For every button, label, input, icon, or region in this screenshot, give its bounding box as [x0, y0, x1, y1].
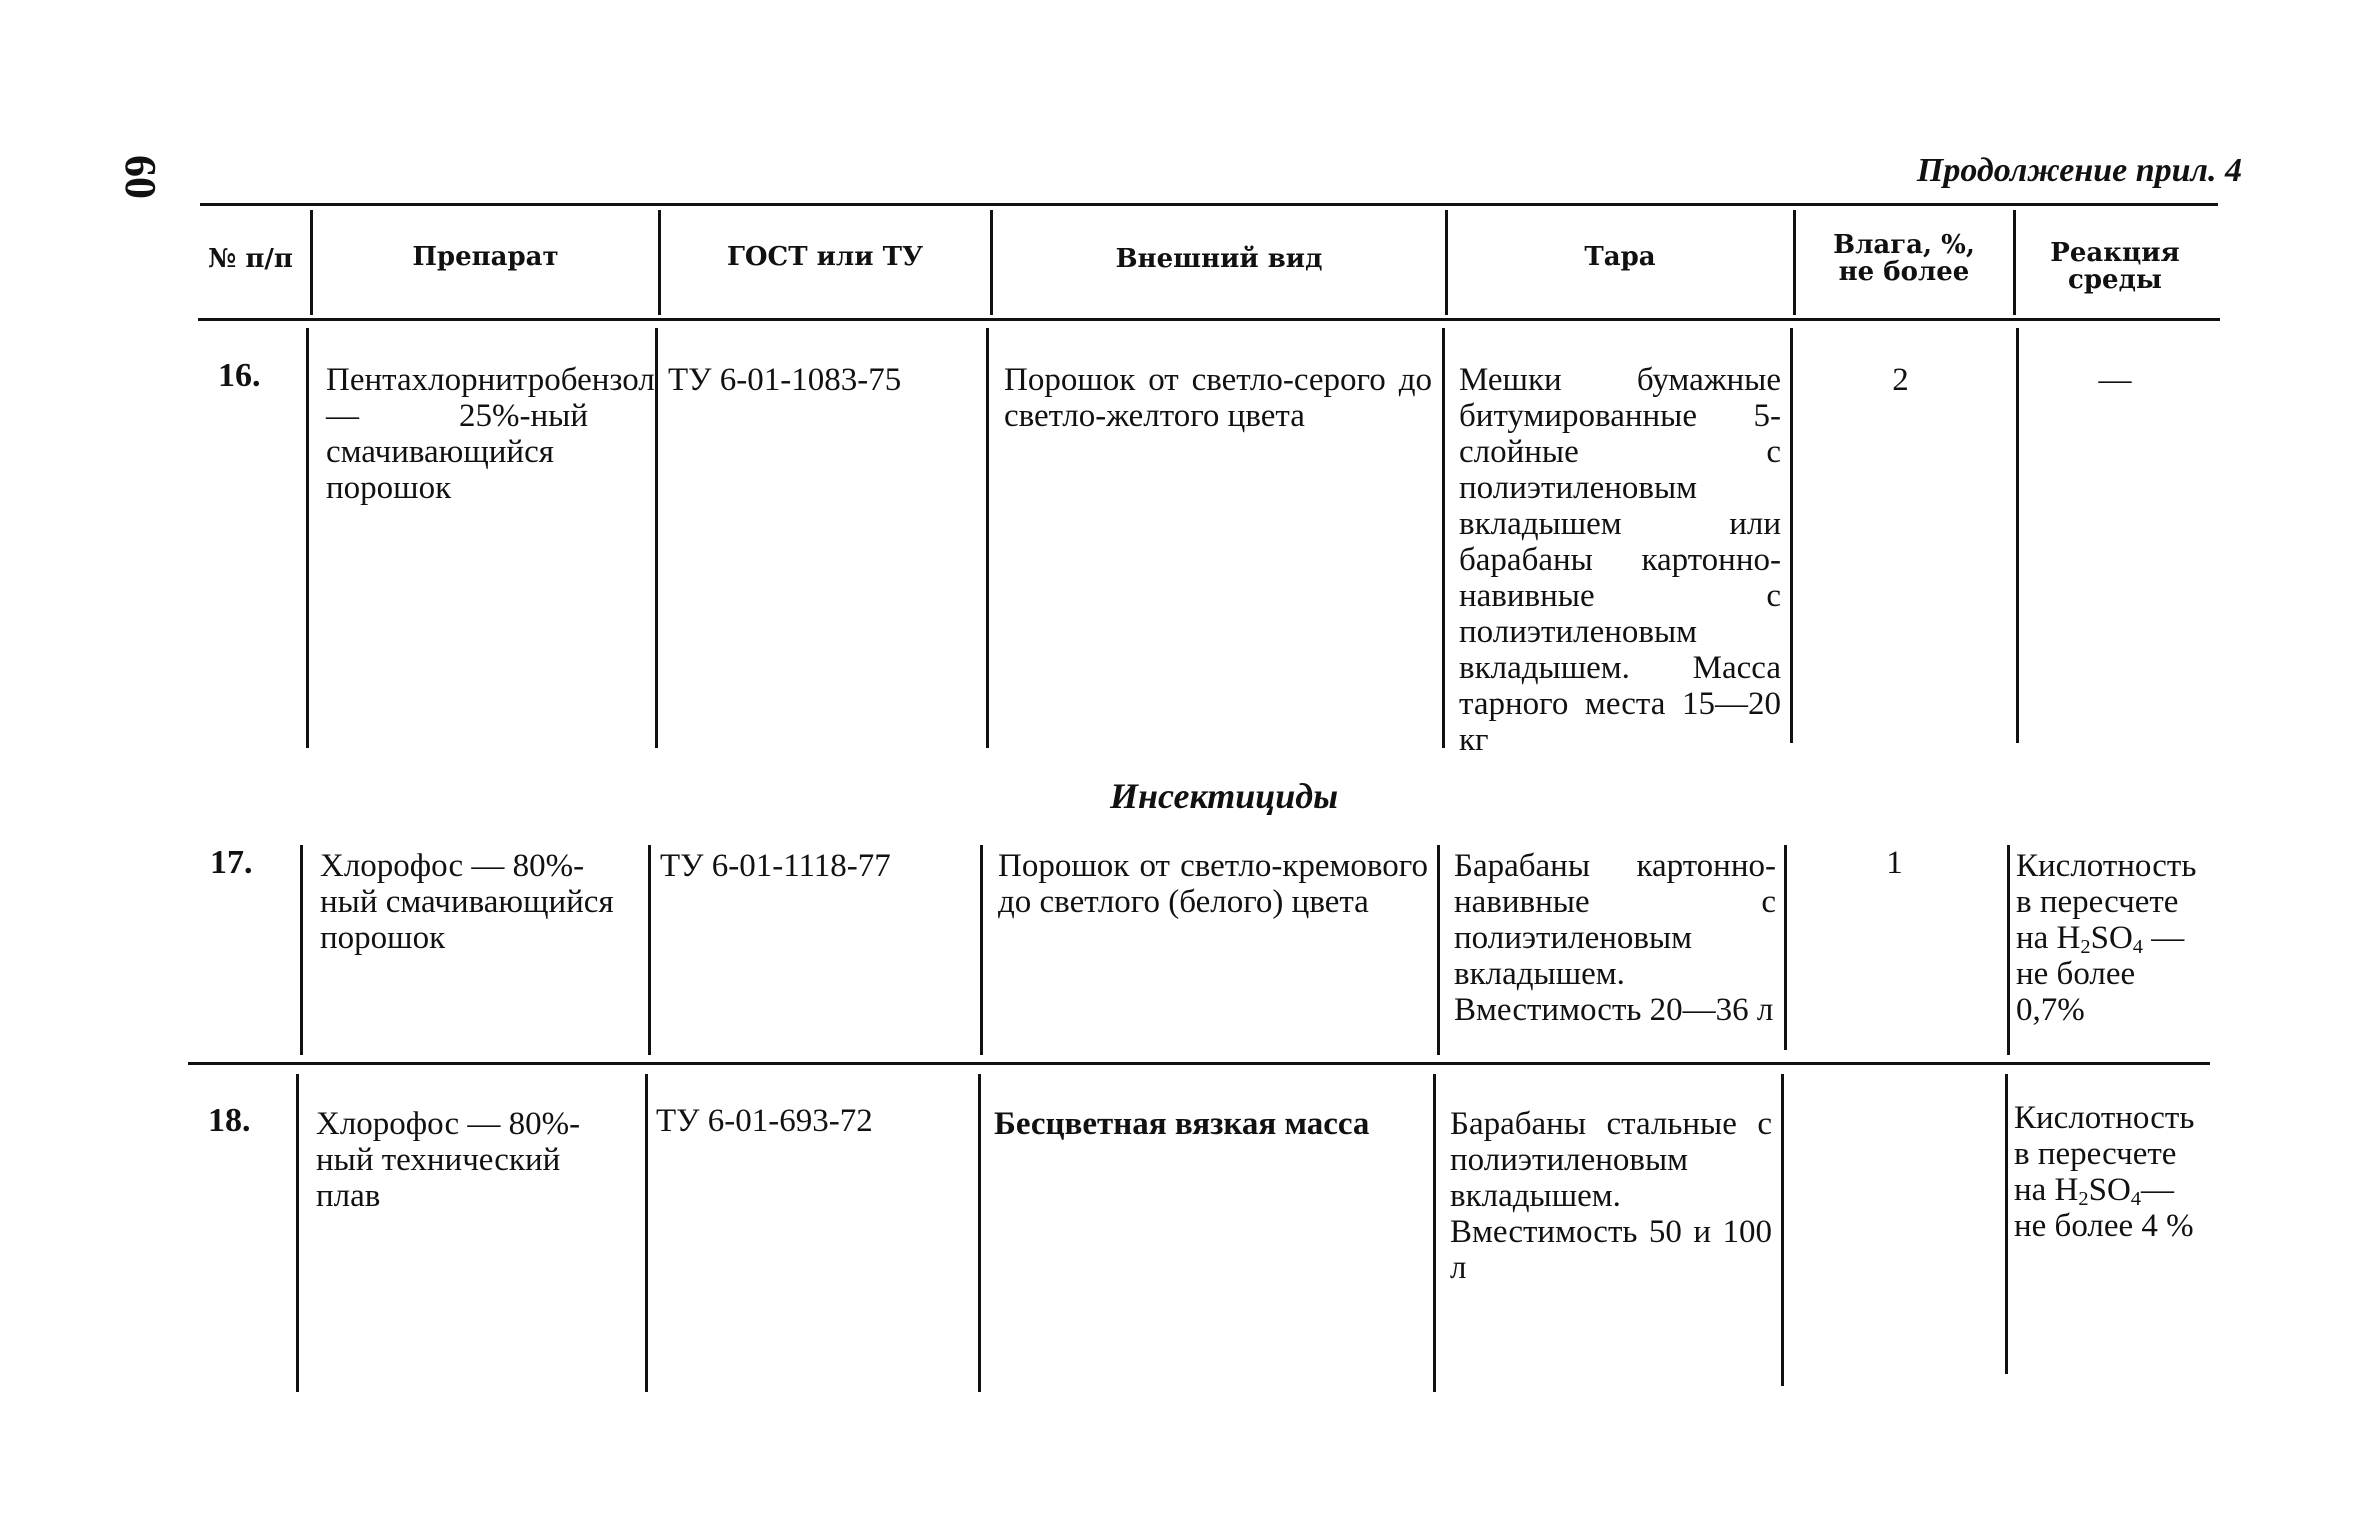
row-17-reaction: [2016, 848, 2204, 1028]
header-divider: [1445, 210, 1448, 315]
continuation-note: Продолжение прил. 4: [1916, 152, 2242, 189]
header-divider: [658, 210, 661, 315]
header-moisture-line2: не более: [1838, 257, 1970, 288]
row-18-appearance: Бесцветная вязкая масса: [994, 1106, 1370, 1142]
row-16-moisture: 2: [1892, 362, 1909, 398]
header-bottom-rule: [198, 318, 2220, 321]
row-17-divider: [300, 845, 303, 1055]
row-17-appearance: Порошок от светло-кремового до светлого (белого) цвета: [998, 848, 1428, 920]
row-18-preparation: Хлорофос — 80%-ный технический плав: [316, 1106, 581, 1214]
row-18-reaction: [2014, 1100, 2204, 1244]
page-number: 60: [116, 155, 165, 199]
row-16-gost: ТУ 6-01-1083-75: [668, 362, 902, 398]
row-17-reaction-mid: SO: [2090, 920, 2133, 956]
header-preparation: Препарат: [412, 242, 559, 272]
row-16-divider: [1442, 328, 1445, 748]
header-reaction-line1: Реакция: [2050, 238, 2180, 268]
row-16-divider: [1790, 328, 1793, 743]
row-16-appearance: Порошок от светло-серого до светло-желтого цвета: [1004, 362, 1432, 434]
row-17-preparation: Хлорофос — 80%-ный смачивающийся порошок: [320, 848, 614, 956]
row-17-divider: [2007, 845, 2010, 1055]
row-17-moisture: 1: [1886, 845, 1903, 881]
row-17-gost: ТУ 6-01-1118-77: [660, 848, 891, 884]
row-17-reaction-sub1: 2: [2080, 936, 2091, 959]
row-16-divider: [655, 328, 658, 748]
row-17-reaction-sub2: 4: [2132, 936, 2144, 959]
row-16-divider: [2016, 328, 2019, 743]
row-18-reaction-mid: SO: [2088, 1172, 2131, 1208]
header-num: № п/п: [208, 244, 293, 274]
row-16-divider: [986, 328, 989, 748]
row-16-divider: [306, 328, 309, 748]
row-18-divider: [1433, 1074, 1436, 1392]
header-moisture-line1: Влага, %,: [1833, 230, 1975, 260]
row-17-divider: [648, 845, 651, 1055]
row-17-divider: [980, 845, 983, 1055]
row-16-number: 16.: [218, 357, 261, 394]
row-18-number: 18.: [208, 1102, 251, 1139]
row-17-reaction-pre: Кислотность в пересчете на H: [2016, 848, 2197, 956]
header-divider: [990, 210, 993, 315]
row-17-bottom-rule: [188, 1062, 2210, 1065]
row-18-packaging: Барабаны стальные с полиэтиленовым вкладышем. Вместимость 50 и 100 л: [1450, 1106, 1772, 1286]
row-18-divider: [978, 1074, 981, 1392]
row-17-divider: [1784, 845, 1787, 1050]
header-packaging: Тара: [1584, 242, 1656, 272]
row-16-preparation: Пентахлорнитробензол — 25%-ный смачивающийся порошок: [326, 362, 655, 506]
row-18-reaction-post: — не более 4 %: [2014, 1172, 2194, 1244]
row-16-packaging: Мешки бумажные битумированные 5-слойные с полиэтиленовым вкладышем или барабаны картонно-навивные с полиэтиленовым вкладышем. Масса тарного места 15—20 кг: [1459, 362, 1781, 758]
header-gost: ГОСТ или ТУ: [726, 242, 924, 272]
row-18-divider: [2005, 1074, 2008, 1374]
header-reaction: [2020, 240, 2210, 295]
row-18-reaction-sub1: 2: [2078, 1188, 2089, 1211]
row-17-reaction-post: — не более 0,7%: [2016, 920, 2185, 1028]
row-18-reaction-sub2: 4: [2130, 1188, 2142, 1211]
header-appearance: Внешний вид: [1115, 244, 1323, 274]
row-17-divider: [1437, 845, 1440, 1055]
section-title: Инсектициды: [1110, 776, 1339, 816]
row-16-reaction: —: [2098, 362, 2132, 398]
row-17-packaging: Барабаны картонно-навивные с полиэтиленовым вкладышем. Вместимость 20—36 л: [1454, 848, 1776, 1028]
row-18-reaction-pre: Кислотность в пересчете на H: [2014, 1100, 2195, 1208]
row-18-gost: ТУ 6-01-693-72: [656, 1103, 873, 1139]
row-18-divider: [645, 1074, 648, 1392]
row-18-divider: [296, 1074, 299, 1392]
header-divider: [1793, 210, 1796, 315]
row-18-divider: [1781, 1074, 1784, 1386]
header-divider: [2013, 210, 2016, 315]
header-reaction-line2: среды: [2068, 265, 2162, 296]
row-17-number: 17.: [210, 844, 253, 881]
table-top-rule: [200, 203, 2218, 206]
header-moisture: [1800, 232, 2008, 287]
header-divider: [310, 210, 313, 315]
